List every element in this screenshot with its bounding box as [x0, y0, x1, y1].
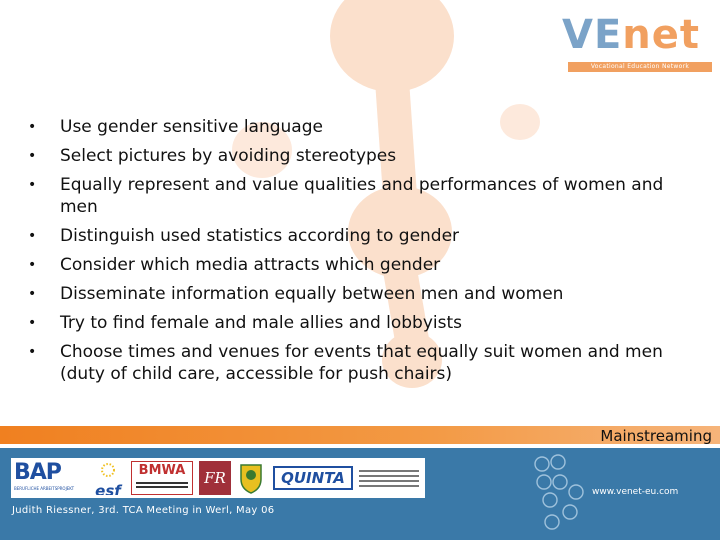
bullet-icon: • [28, 119, 37, 135]
bmwa-logo: BMWA [131, 461, 193, 495]
bullet-icon: • [28, 177, 37, 193]
footer-circles-decoration [530, 452, 590, 538]
logo-tagline: Vocational Education Network [568, 62, 712, 72]
esf-logo: esf [87, 461, 129, 495]
bap-logo: BAP BERUFLICHE ARBEITSPROJEKT [14, 461, 75, 491]
bullet-icon: • [28, 148, 37, 164]
list-item: • Equally represent and value qualities and performances of women and men [28, 175, 664, 217]
eu-flag-icon [87, 461, 129, 479]
bullet-icon: • [28, 344, 37, 360]
footer-credit: Judith Riessner, 3rd. TCA Meeting in Werl, May 06 [12, 505, 275, 516]
quinta-logo: QUINTA [273, 461, 423, 495]
partner-logos [11, 458, 425, 498]
list-item: • Distinguish used statistics according to gender [28, 226, 460, 246]
bullet-icon: • [28, 286, 37, 302]
venet-logo [562, 12, 712, 72]
list-item: • Consider which media attracts which gender [28, 255, 441, 275]
list-item: • Disseminate information equally between men and women [28, 284, 564, 304]
list-item: • Select pictures by avoiding stereotypes [28, 146, 397, 166]
bullet-icon: • [28, 257, 37, 273]
list-item: • Choose times and venues for events that equally suit women and men (duty of child care, accessible for push chairs) [28, 342, 663, 384]
list-item: • Use gender sensitive language [28, 117, 323, 137]
crest-icon [237, 461, 265, 495]
logo-wordmark: VEnet [562, 12, 701, 58]
fr-logo: FR [199, 461, 231, 495]
section-label: Mainstreaming [600, 427, 712, 445]
bullet-icon: • [28, 228, 37, 244]
footer-url: www.venet-eu.com [592, 487, 679, 497]
list-item: • Try to find female and male allies and lobbyists [28, 313, 463, 333]
bullet-list [28, 116, 688, 392]
bullet-icon: • [28, 315, 37, 331]
